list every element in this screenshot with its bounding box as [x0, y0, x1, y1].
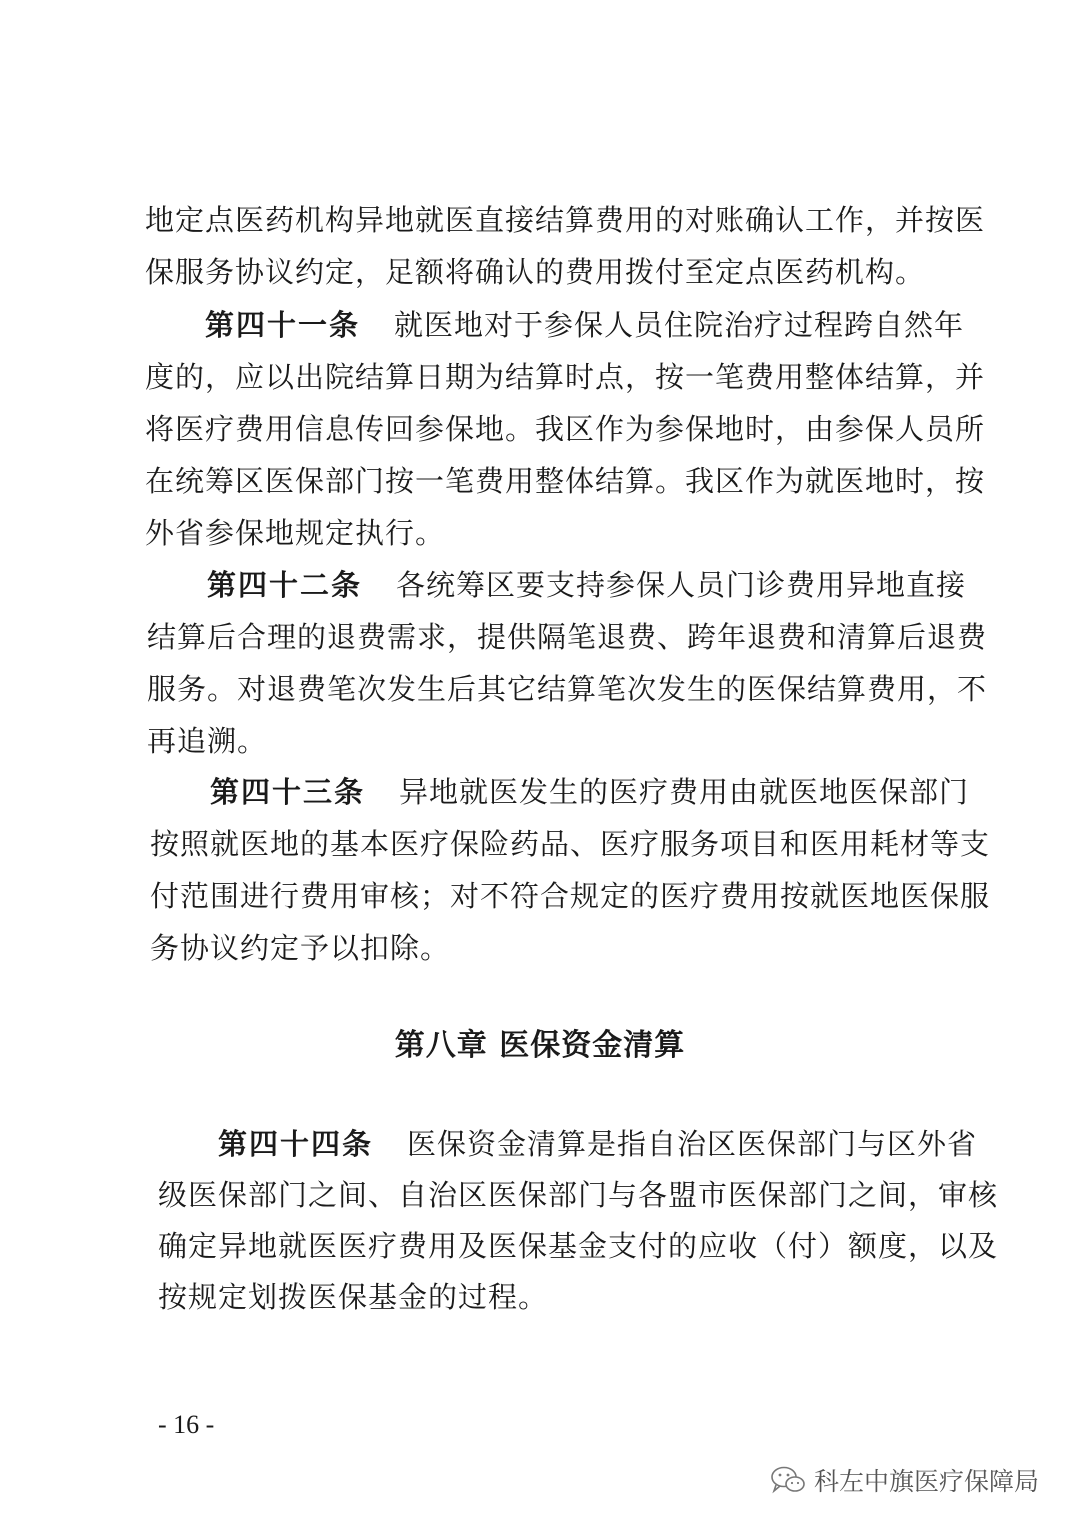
- article-43-number: 第四十三条: [210, 775, 366, 809]
- account-watermark: [770, 1458, 1039, 1502]
- paragraph-line: 确定异地就医医疗费用及医保基金支付的应收（付）额度，以及: [158, 1229, 999, 1263]
- paragraph-line: 在统筹区医保部门按一笔费用整体结算。我区作为就医地时，按: [145, 464, 986, 498]
- chapter-heading: 第八章 医保资金清算: [394, 1028, 686, 1063]
- watermark-text: 科左中旗医疗保障局: [814, 1467, 1040, 1496]
- page-number: - 16 -: [158, 1410, 215, 1439]
- paragraph-line: 务协议约定予以扣除。: [150, 931, 451, 965]
- paragraph-line: 服务。对退费笔次发生后其它结算笔次发生的医保结算费用，不: [147, 672, 988, 706]
- article-42-text: 各统筹区要支持参保人员门诊费用异地直接: [396, 568, 967, 602]
- paragraph-line: 再追溯。: [147, 724, 268, 758]
- paragraph-line: 付范围进行费用审核；对不符合规定的医疗费用按就医地医保服: [150, 879, 991, 913]
- article-42-number: 第四十二条: [207, 568, 363, 602]
- article-41-first-line: [205, 305, 964, 345]
- article-43-text: 异地就医发生的医疗费用由就医地医保部门: [399, 775, 970, 809]
- article-44-text: 医保资金清算是指自治区医保部门与区外省: [407, 1127, 978, 1161]
- wechat-icon: [770, 1465, 806, 1495]
- paragraph-line: 级医保部门之间、自治区医保部门与各盟市医保部门之间，审核: [158, 1178, 999, 1212]
- article-41-number: 第四十一条: [205, 308, 361, 342]
- paragraph-line: 外省参保地规定执行。: [145, 516, 446, 550]
- article-44-number: 第四十四条: [218, 1127, 374, 1161]
- article-41-text: 就医地对于参保人员住院治疗过程跨自然年: [394, 308, 965, 342]
- paragraph-line: 按规定划拨医保基金的过程。: [158, 1280, 549, 1314]
- article-42-first-line: [207, 565, 966, 605]
- paragraph-line: 保服务协议约定，足额将确认的费用拨付至定点医药机构。: [145, 255, 926, 289]
- article-44-first-line: [218, 1124, 977, 1164]
- article-43-first-line: [210, 772, 969, 812]
- paragraph-line: 将医疗费用信息传回参保地。我区作为参保地时，由参保人员所: [145, 412, 986, 446]
- paragraph-line: 结算后合理的退费需求，提供隔笔退费、跨年退费和清算后退费: [147, 620, 988, 654]
- paragraph-line: 地定点医药机构异地就医直接结算费用的对账确认工作，并按医: [145, 203, 986, 237]
- paragraph-line: 按照就医地的基本医疗保险药品、医疗服务项目和医用耗材等支: [150, 827, 991, 861]
- paragraph-line: 度的，应以出院结算日期为结算时点，按一笔费用整体结算，并: [145, 360, 986, 394]
